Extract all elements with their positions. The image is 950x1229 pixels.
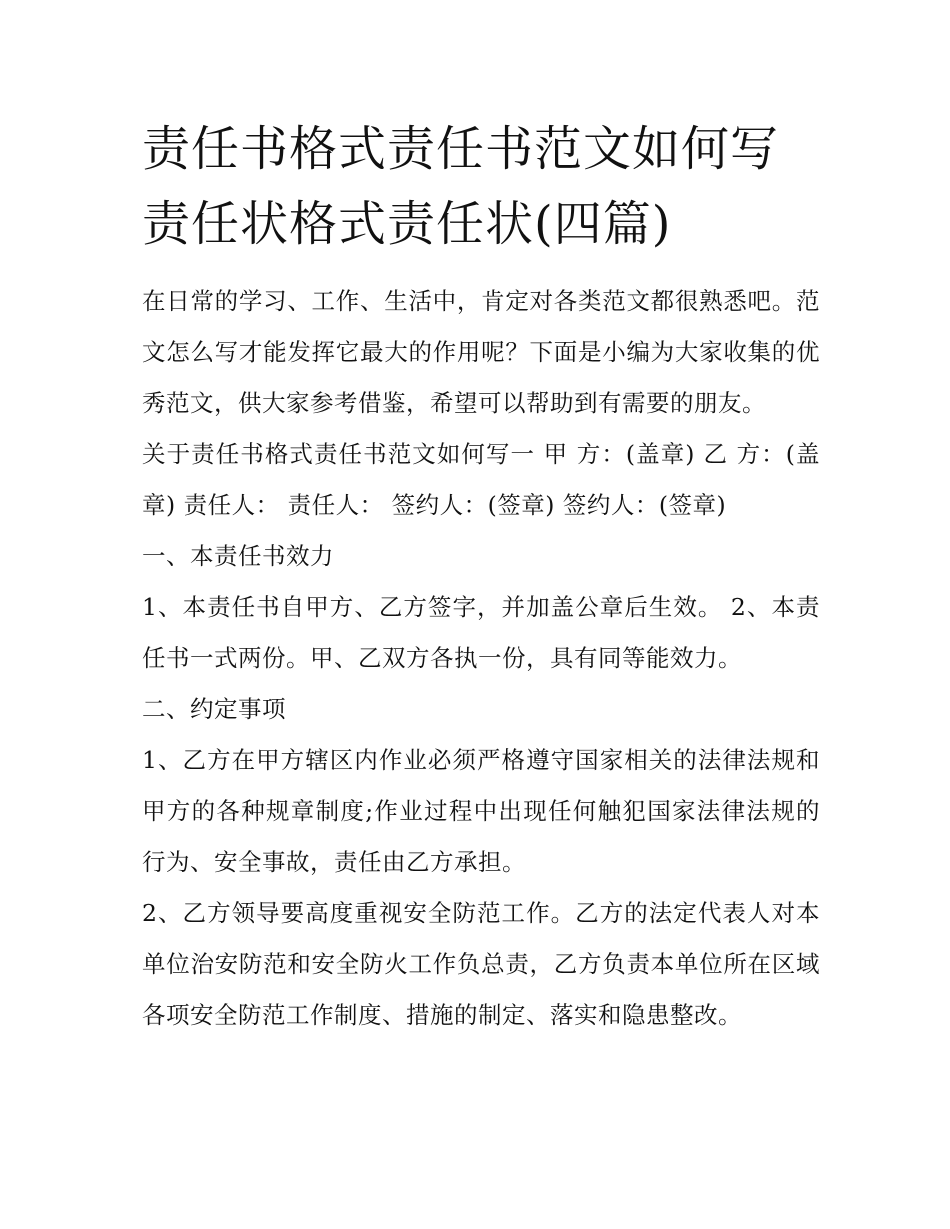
validity-paragraph: 1、本责任书自甲方、乙方签字，并加盖公章后生效。 2、本责任书一式两份。甲、乙双方各执一份，具有同等能效力。 [142, 593, 820, 672]
document-title: 责任书格式责任书范文如何写责任状格式责任状(四篇) [142, 121, 780, 252]
parties-paragraph: 关于责任书格式责任书范文如何写一 甲 方：(盖章) 乙 方：(盖章) 责任人： 责任人： 签约人：(签章) 签约人：(签章) [142, 440, 820, 519]
section-heading-validity: 一、本责任书效力 [142, 542, 334, 570]
agreed-matters-item-2: 2、乙方领导要高度重视安全防范工作。乙方的法定代表人对本单位治安防范和安全防火工作负总责，乙方负责本单位所在区域各项安全防范工作制度、措施的制定、落实和隐患整改。 [142, 899, 820, 1029]
section-heading-agreed-matters: 二、约定事项 [142, 695, 286, 723]
intro-paragraph: 在日常的学习、工作、生活中，肯定对各类范文都很熟悉吧。范文怎么写才能发挥它最大的作用呢？下面是小编为大家收集的优秀范文，供大家参考借鉴，希望可以帮助到有需要的朋友。 [142, 287, 820, 417]
agreed-matters-item-1: 1、乙方在甲方辖区内作业必须严格遵守国家相关的法律法规和甲方的各种规章制度;作业过程中出现任何触犯国家法律法规的行为、安全事故，责任由乙方承担。 [142, 746, 820, 876]
